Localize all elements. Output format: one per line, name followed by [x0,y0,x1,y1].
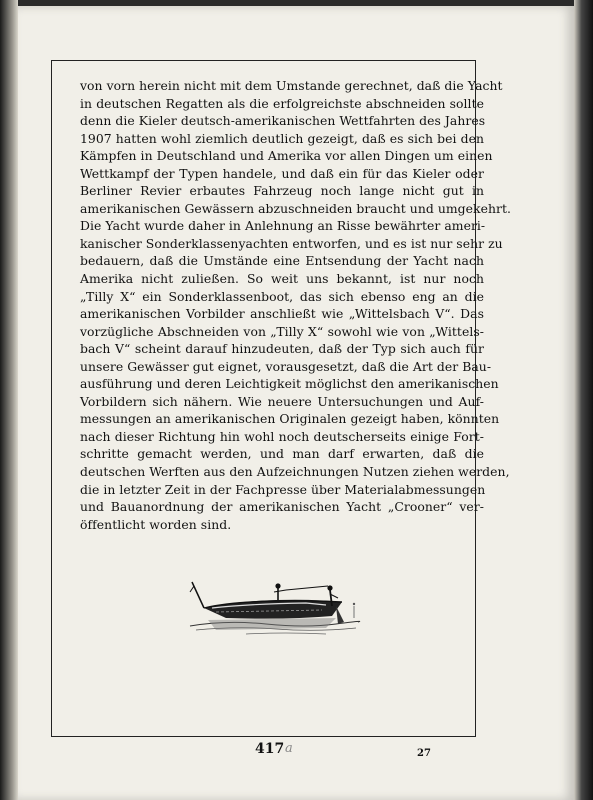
text-line: denn die Kieler deutsch-amerikanischen Wettfahrten des Jahres [80,113,486,129]
sheet-number: 27 [417,748,431,759]
text-line: Kämpfen in Deutschland und Amerika vor allen Dingen um einen [80,148,493,164]
body-text [80,77,511,533]
text-line: vorzügliche Abschneiden von „Tilly X“ sowohl wie von „Wittels- [80,323,484,339]
text-line: Wettkampf der Typen handele, und daß ein für das Kieler oder [80,165,484,181]
text-line: bedauern, daß die Umstände eine Entsendung der Yacht nach [80,253,484,269]
text-line: unsere Gewässer gut eignet, vorausgesetzt, daß die Art der Bau- [80,358,492,374]
text-line: 1907 hatten wohl ziemlich deutlich gezeigt, daß es sich bei den [80,130,484,146]
text-line: bach V“ scheint darauf hinzudeuten, daß der Typ sich auch für [80,341,484,357]
text-line: deutschen Werften aus den Aufzeichnungen Nutzen ziehen werden, [80,464,510,480]
text-line: nach dieser Richtung hin wohl noch deutscherseits einige Fort- [80,428,484,444]
page-number: 417 [255,741,285,757]
text-line: Amerika nicht zuließen. So weit uns bekannt, ist nur noch [80,271,484,287]
text-line: amerikanischen Vorbilder anschließt wie „Wittelsbach V“. Das [80,306,484,322]
text-line: öffentlicht worden sind. [80,516,232,532]
text-line: in deutschen Regatten als die erfolgreichste abschneiden sollte [80,95,484,111]
text-line: ausführung und deren Leichtigkeit möglichst den amerikanischen [80,376,499,392]
text-line: messungen an amerikanischen Originalen gezeigt haben, könnten [80,411,500,427]
book-binding-left [0,0,18,800]
text-line: „Tilly X“ ein Sonderklassenboot, das sich ebenso eng an die [80,288,484,304]
text-line: Vorbildern sich nähern. Wie neuere Untersuchungen und Auf- [80,393,484,409]
text-line: amerikanischen Gewässern abzuschneiden braucht und umgekehrt. [80,200,511,216]
text-line: die in letzter Zeit in der Fachpresse über Materialabmessungen [80,481,486,497]
text-line: kanischer Sonderklassenyachten entworfen, und es ist nur sehr zu [80,235,503,251]
yacht-illustration [186,572,362,642]
text-line: Berliner Revier erbautes Fahrzeug noch lange nicht gut in [80,183,484,199]
pencil-mark: a [285,741,293,756]
text-line: von vorn herein nicht mit dem Umstande gerechnet, daß die Yacht [80,78,503,93]
text-line: und Bauanordnung der amerikanischen Yacht „Crooner“ ver- [80,499,484,515]
text-line: Die Yacht wurde daher in Anlehnung an Risse bewährter ameri- [80,218,486,234]
book-binding-right [574,0,593,800]
text-line: schritte gemacht werden, und man darf erwarten, daß die [80,446,484,462]
